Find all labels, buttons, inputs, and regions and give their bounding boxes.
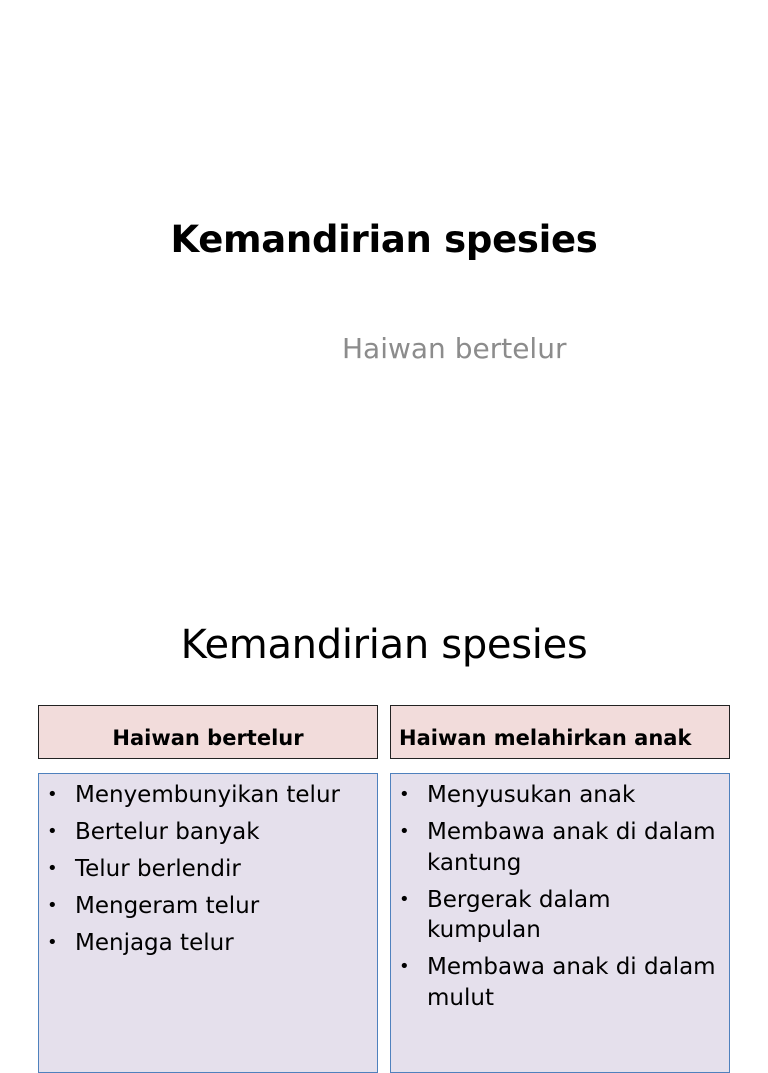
right-column-heading: Haiwan melahirkan anak <box>390 705 730 759</box>
bullet-icon: • <box>47 932 58 953</box>
list-item-text: Menyembunyikan telur <box>75 782 340 808</box>
bullet-icon: • <box>47 821 58 842</box>
list-item <box>45 891 371 922</box>
list-item <box>397 817 723 878</box>
list-item <box>397 885 723 946</box>
list-item-text: Telur berlendir <box>75 856 241 882</box>
right-column-list-box <box>390 773 730 1073</box>
list-item <box>45 854 371 885</box>
bullet-icon: • <box>399 956 410 977</box>
bullet-icon: • <box>399 821 410 842</box>
list-item-text: Bergerak dalam kumpulan <box>427 886 611 943</box>
list-item-text: Menjaga telur <box>75 930 234 956</box>
list-item <box>45 817 371 848</box>
left-bullet-list <box>39 774 377 959</box>
slide-2-title: Kemandirian spesies <box>180 622 588 668</box>
bullet-icon: • <box>47 784 58 805</box>
list-item <box>397 780 723 811</box>
list-item-text: Bertelur banyak <box>75 819 260 845</box>
right-bullet-list <box>391 774 729 1013</box>
bullet-icon: • <box>47 858 58 879</box>
slide-1-subtitle: Haiwan bertelur <box>342 332 567 365</box>
list-item <box>45 928 371 959</box>
left-column-heading: Haiwan bertelur <box>38 705 378 759</box>
slide-1-title: Kemandirian spesies <box>170 218 598 261</box>
bullet-icon: • <box>47 895 58 916</box>
list-item-text: Membawa anak di dalam kantung <box>427 819 716 876</box>
list-item <box>397 952 723 1013</box>
list-item-text: Membawa anak di dalam mulut <box>427 954 716 1011</box>
bullet-icon: • <box>399 888 410 910</box>
left-column-list-box <box>38 773 378 1073</box>
list-item-text: Mengeram telur <box>75 893 260 919</box>
list-item <box>45 780 371 811</box>
bullet-icon: • <box>399 784 410 805</box>
list-item-text: Menyusukan anak <box>427 782 636 808</box>
slide-2 <box>0 576 768 1024</box>
